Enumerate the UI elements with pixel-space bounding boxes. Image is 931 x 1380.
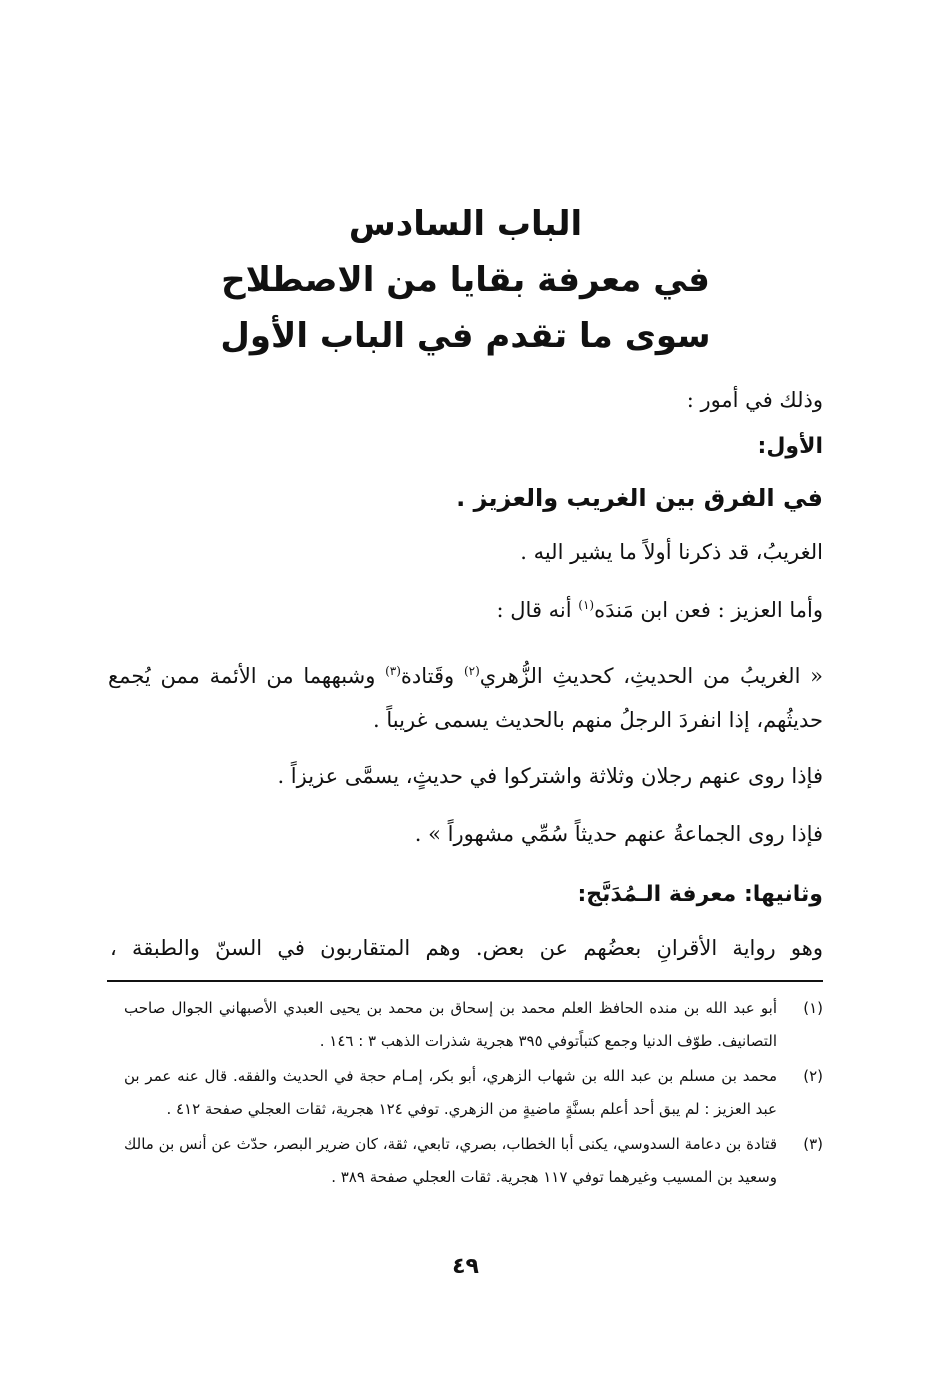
section-second-title: وثانيها: معرفة الـمُدَبَّج:	[577, 882, 823, 907]
aziz-paragraph	[497, 598, 823, 622]
footnote-text: محمد بن مسلم بن عبد الله بن شهاب الزهري، أبو بكر، إمـام حجة في الحديث والفقه. قال عنه عمر بن عبد العزيز : لم يبق أحد أعلم بسنَّةٍ ماضيةٍ من الزهري. توفي ١٢٤ هجرية، ثقات العجلي صفحة ٤١٢ .	[124, 1067, 777, 1118]
footnote-number: (٣)	[803, 1135, 823, 1153]
section-second-body: وهو رواية الأقرانِ بعضُهم عن بعض. وهم المتقاربون في السنّ والطبقة ،	[110, 936, 823, 960]
chapter-subtitle-line-1: في معرفة بقايا من الاصطلاح	[221, 260, 710, 300]
intro-line: وذلك في أمور :	[686, 388, 823, 412]
chapter-heading	[150, 196, 781, 364]
quote-text-2: وقَتادة	[400, 664, 464, 688]
footnote-ref-1: (١)	[578, 598, 595, 612]
quote-line-aziz: فإذا روى عنهم رجلان وثلاثة واشتركوا في حديثٍ، يسمَّى عزيزاً .	[277, 764, 823, 788]
section-first-label: الأول:	[757, 434, 823, 459]
quote-paragraph	[108, 654, 823, 742]
chapter-subtitle-line-2: سوى ما تقدم في الباب الأول	[220, 316, 711, 356]
footnote-1	[124, 992, 823, 1058]
chapter-title: الباب السادس	[348, 204, 583, 244]
quote-text-3: وشبههما من الأئمة ممن يُجمع حديثُهم، إذا انفردَ الرجلُ منهم بالحديث يسمى غريباً .	[108, 664, 823, 732]
footnote-text: أبو عبد الله بن منده الحافظ العلم محمد بن إسحاق بن محمد بن يحيى العبدي الأصبهاني الجوال صاحب التصانيف. طوّف الدنيا وجمع كتباًتوفي ٣٩٥ هجرية شذرات الذهب ٣ : ١٤٦ .	[124, 999, 777, 1050]
gharib-paragraph: الغريبُ، قد ذكرنا أولاً ما يشير اليه .	[520, 540, 823, 564]
quote-line-mashhur: فإذا روى الجماعةُ عنهم حديثاً سُمِّي مشهوراً » .	[414, 822, 823, 846]
footnote-number: (١)	[803, 999, 823, 1017]
quote-text-1: « الغريبُ من الحديثِ، كحديثِ الزُّهري	[479, 664, 824, 688]
footnote-ref-2: (٢)	[463, 664, 480, 678]
footnote-text: قتادة بن دعامة السدوسي، يكنى أبا الخطاب، بصري، تابعي، ثقة، كان ضرير البصر، حدّث عن أنس بن مالك وسعيد بن المسيب وغيرهما توفي ١١٧ هجرية. ثقات العجلي صفحة ٣٨٩ .	[124, 1135, 777, 1186]
aziz-text-post: أنه قال :	[496, 598, 579, 622]
footnote-2	[124, 1060, 823, 1126]
footnotes	[124, 992, 823, 1196]
page-number: ٤٩	[452, 1254, 479, 1279]
aziz-text-pre: وأما العزيز : فعن ابن مَندَه	[594, 598, 823, 622]
section-first-title: في الفرق بين الغريب والعزيز .	[456, 484, 823, 512]
footnote-number: (٢)	[803, 1067, 823, 1085]
footnote-ref-3: (٣)	[385, 664, 401, 678]
footnote-3	[124, 1128, 823, 1194]
footnote-divider	[107, 980, 823, 982]
